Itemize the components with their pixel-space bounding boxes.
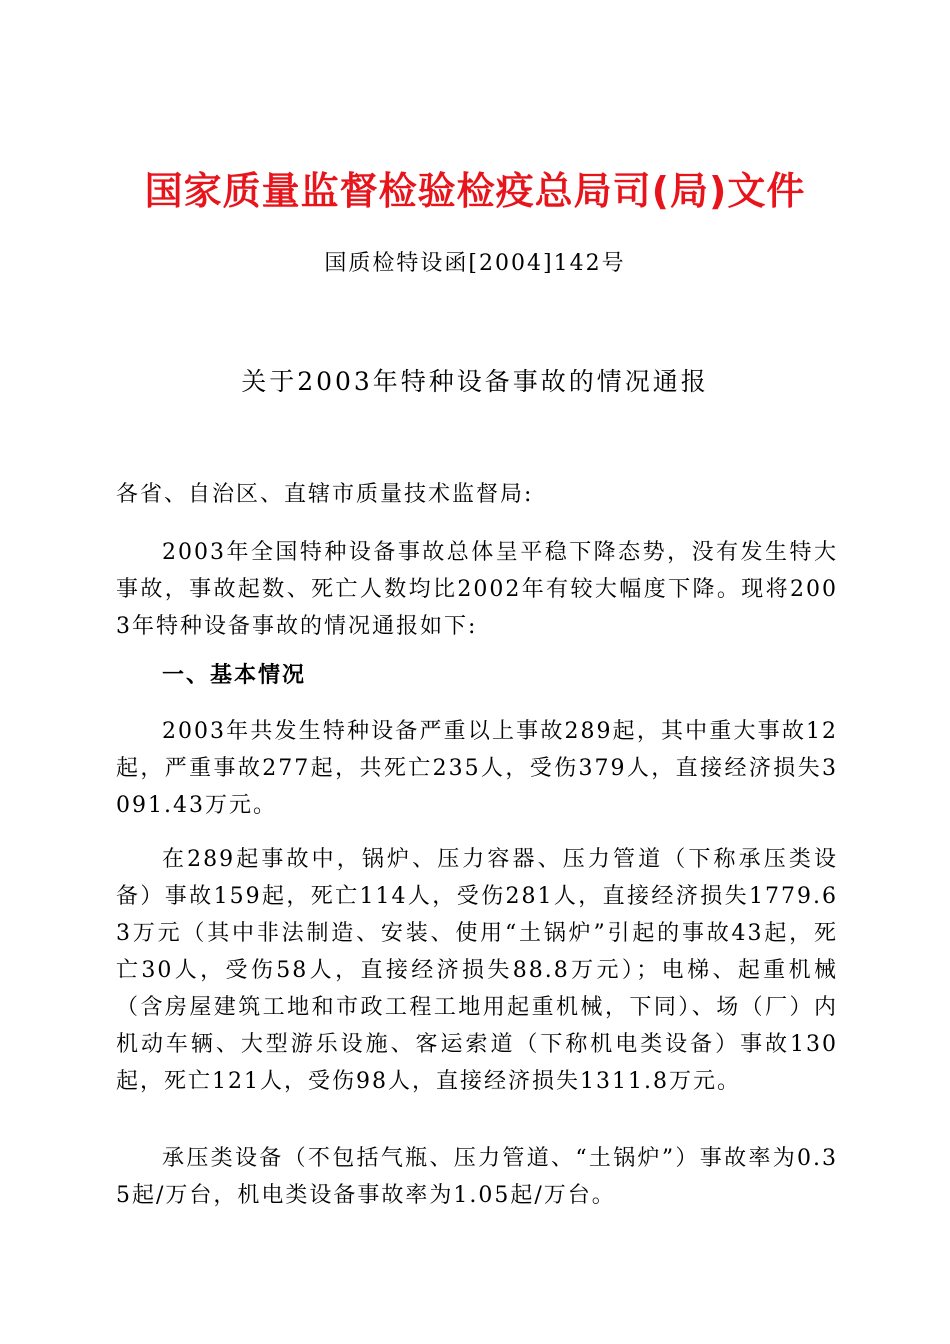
section-heading: 一、基本情况: [162, 663, 307, 688]
paragraph-breakdown: 在289起事故中，锅炉、压力容器、压力管道（下称承压类设备）事故159起，死亡114人，受伤281人，直接经济损失1779.63万元（其中非法制造、安装、使用“土锅炉”引起的事故43起，死亡30人，受伤58人，直接经济损失88.8万元）；电梯、起重机械（含房屋建筑工地和市政工程工地用起重机械，下同）、场（厂）内机动车辆、大型游乐设施、客运索道（下称机电类设备）事故130起，死亡121人，受伤98人，直接经济损失1311.8万元。: [116, 847, 838, 1094]
document-number: 国质检特设函[2004]142号: [324, 251, 626, 276]
paragraph-summary: 2003年共发生特种设备严重以上事故289起，其中重大事故12起，严重事故277起，共死亡235人，受伤379人，直接经济损失3091.43万元。: [116, 719, 838, 818]
paragraph-intro: 2003年全国特种设备事故总体呈平稳下降态势，没有发生特大事故，事故起数、死亡人数均比2002年有较大幅度下降。现将2003年特种设备事故的情况通报如下:: [116, 540, 838, 639]
paragraph-accident-rate: 承压类设备（不包括气瓶、压力管道、“土锅炉”）事故率为0.35起/万台，机电类设备事故率为1.05起/万台。: [116, 1146, 838, 1208]
salutation: 各省、自治区、直辖市质量技术监督局:: [116, 482, 534, 507]
document-header: 国家质量监督检验检疫总局司(局)文件: [144, 169, 806, 213]
document-title: 关于2003年特种设备事故的情况通报: [241, 367, 709, 396]
